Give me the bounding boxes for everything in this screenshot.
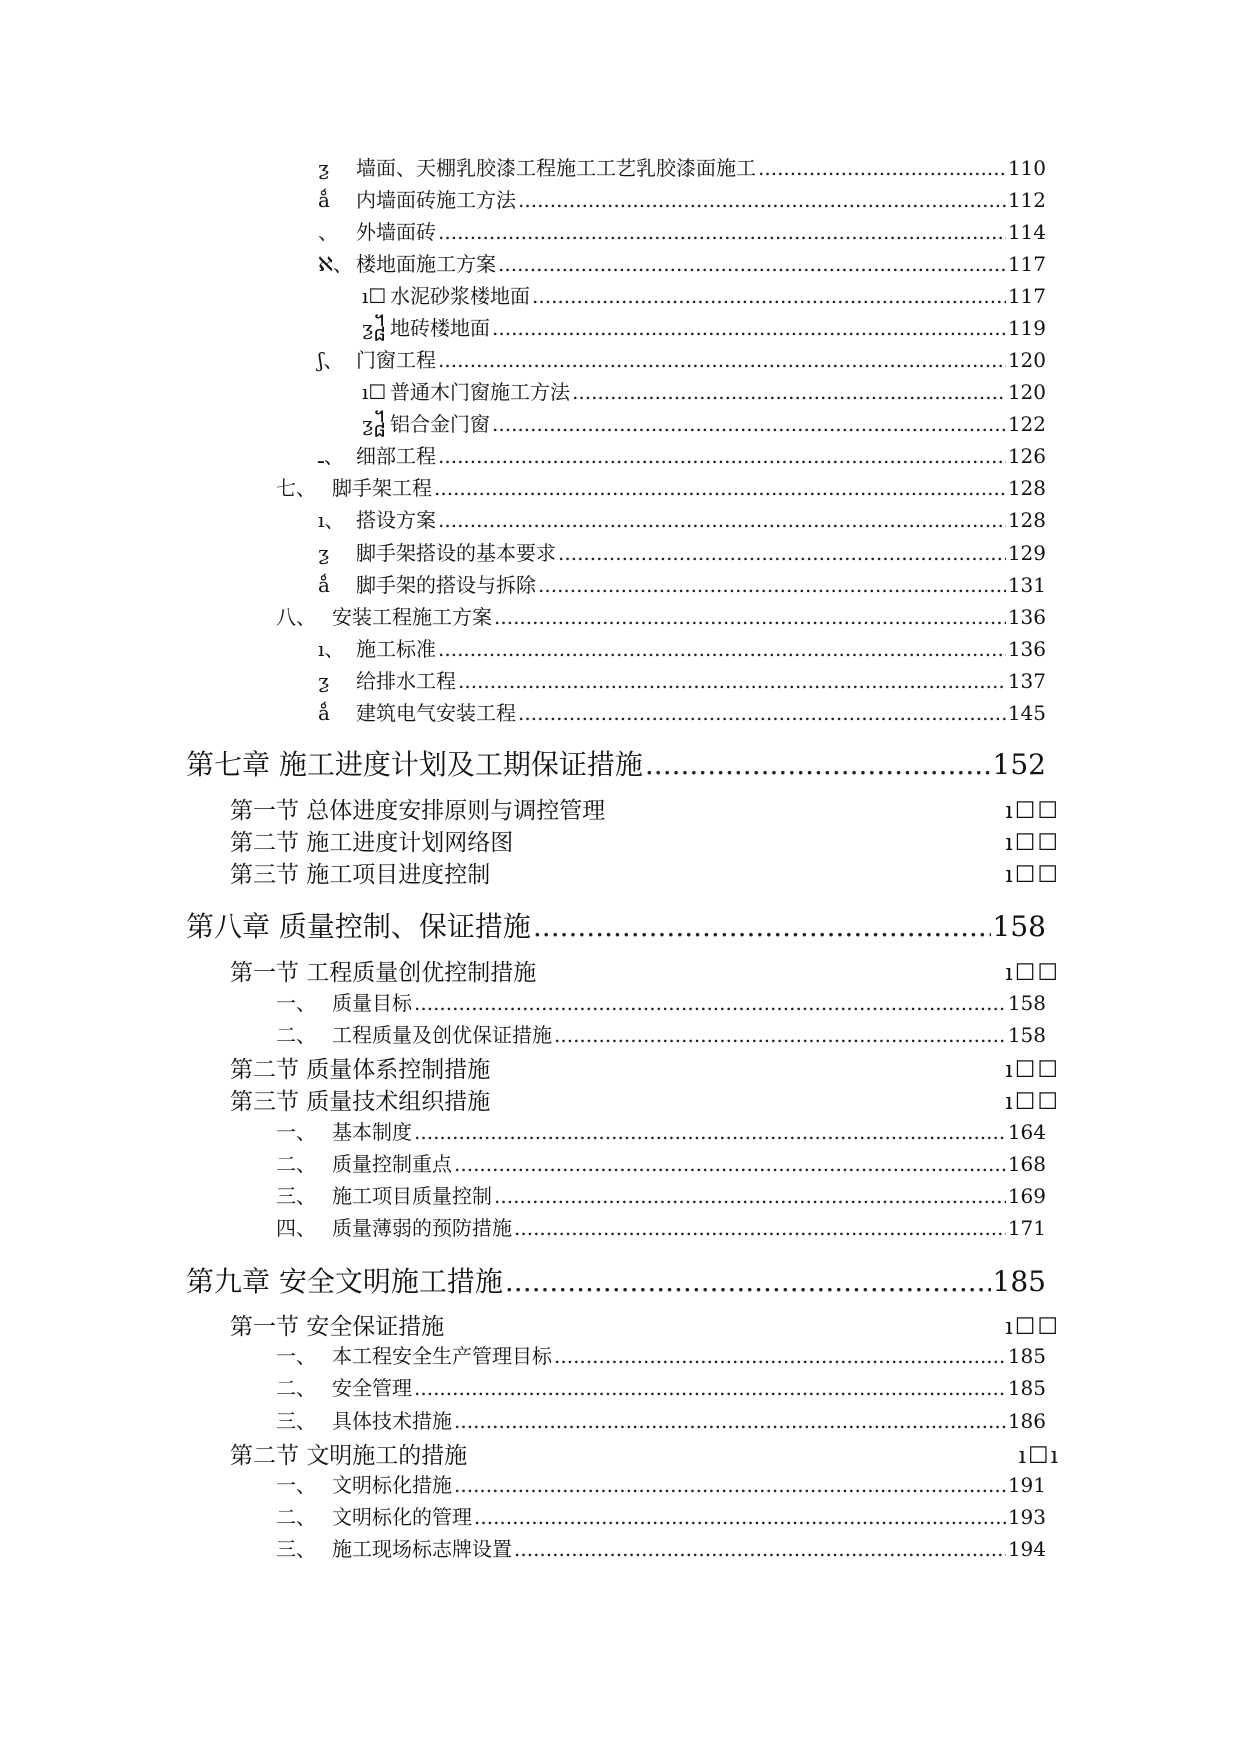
toc-page-number: 171 <box>1007 1216 1046 1240</box>
dot-leader <box>434 476 1006 500</box>
dot-leader <box>438 508 1006 532</box>
toc-entry-title: 普通木门窗施工方法 <box>390 380 570 404</box>
toc-entry-sect[interactable] <box>276 987 1046 1016</box>
toc-page-number: ı☐☐ <box>1005 830 1060 856</box>
toc-entry-number: 一、 <box>276 1120 316 1144</box>
toc-entry-number: ƺ <box>318 669 330 693</box>
toc-entry-sect[interactable] <box>276 1372 1046 1401</box>
toc-entry-item[interactable] <box>318 569 1046 598</box>
dot-leader <box>514 1537 1006 1561</box>
toc-entry-title: 工程质量及创优保证措施 <box>332 1023 552 1047</box>
toc-entry-sub[interactable] <box>362 312 1046 341</box>
toc-entry-number: ǻ <box>318 701 330 725</box>
toc-entry-chap[interactable] <box>186 1260 1046 1300</box>
toc-entry-title: 具体技术措施 <box>332 1409 452 1433</box>
toc-entry-number: 三、 <box>276 1537 316 1561</box>
toc-page-number: 158 <box>1007 1023 1046 1047</box>
dot-leader <box>645 748 991 781</box>
toc-entry-title: 本工程安全生产管理目标 <box>332 1344 552 1368</box>
toc-entry-number: ـ、 <box>318 444 344 468</box>
toc-entry-number: 一、 <box>276 991 316 1015</box>
toc-entry-sect[interactable] <box>276 1405 1046 1434</box>
toc-entry-title: 外墙面砖 <box>356 220 436 244</box>
toc-page-number: ı☐☐ <box>1005 960 1060 986</box>
toc-entry-title: 第二节 文明施工的措施 <box>230 1443 468 1469</box>
toc-entry-title: 质量控制重点 <box>332 1152 452 1176</box>
toc-entry-sec[interactable] <box>230 792 1060 825</box>
toc-entry-number: ı☐ <box>362 380 387 404</box>
toc-entry-title: 脚手架搭设的基本要求 <box>356 541 556 565</box>
toc-entry-sect[interactable] <box>276 472 1046 501</box>
toc-page-number: 110 <box>1007 156 1046 180</box>
toc-entry-item[interactable] <box>318 504 1046 533</box>
toc-page-number: 112 <box>1007 188 1046 212</box>
toc-page-number: 117 <box>1007 284 1046 308</box>
toc-entry-number: 四、 <box>276 1216 316 1240</box>
toc-entry-item[interactable] <box>318 152 1046 181</box>
toc-page-number: 185 <box>1007 1376 1046 1400</box>
dot-leader <box>758 156 1006 180</box>
toc-entry-number: 一、 <box>276 1473 316 1497</box>
toc-entry-title: 水泥砂浆楼地面 <box>390 284 530 308</box>
toc-entry-title: 第三节 质量技术组织措施 <box>230 1089 491 1115</box>
toc-entry-title: 基本制度 <box>332 1120 412 1144</box>
toc-entry-number: 二、 <box>276 1505 316 1529</box>
dot-leader <box>492 412 1006 436</box>
dot-leader <box>538 573 1006 597</box>
dot-leader <box>454 1409 1006 1433</box>
toc-entry-title: 文明标化措施 <box>332 1473 452 1497</box>
dot-leader <box>474 1505 1006 1529</box>
toc-page-number: 129 <box>1007 541 1046 565</box>
toc-entry-sect[interactable] <box>276 1340 1046 1369</box>
toc-entry-sect[interactable] <box>276 1180 1046 1209</box>
toc-entry-title: 搭设方案 <box>356 508 436 532</box>
dot-leader <box>494 605 1006 629</box>
toc-entry-number: ʃ、 <box>318 348 344 372</box>
toc-page-number: 128 <box>1007 476 1046 500</box>
toc-entry-sec[interactable] <box>230 1083 1060 1116</box>
toc-entry-title: 质量目标 <box>332 991 412 1015</box>
toc-entry-sec[interactable] <box>230 824 1060 857</box>
toc-page-number: 117 <box>1007 252 1046 276</box>
toc-page-number: 136 <box>1007 605 1046 629</box>
toc-page-number: 137 <box>1007 669 1046 693</box>
toc-entry-sec[interactable] <box>230 1437 1060 1470</box>
toc-page-number: 185 <box>992 1265 1046 1298</box>
toc-entry-title: 给排水工程 <box>356 669 456 693</box>
toc-entry-item[interactable] <box>318 665 1046 694</box>
toc-page-number: 128 <box>1007 508 1046 532</box>
toc-page-number: ı☐☐ <box>1005 1314 1060 1340</box>
toc-entry-sub[interactable] <box>362 408 1046 437</box>
toc-entry-title: 安全管理 <box>332 1376 412 1400</box>
dot-leader <box>492 316 1006 340</box>
toc-page-number: 131 <box>1007 573 1046 597</box>
toc-entry-title: 楼地面施工方案 <box>356 252 496 276</box>
toc-page-number: 120 <box>1007 380 1046 404</box>
toc-entry-title: 细部工程 <box>356 444 436 468</box>
toc-page-number: ı☐ı <box>1018 1443 1060 1469</box>
toc-entry-title: 建筑电气安装工程 <box>356 701 516 725</box>
toc-page-number: ı☐☐ <box>1005 798 1060 824</box>
toc-page-number: 169 <box>1007 1184 1046 1208</box>
toc-page-number: 119 <box>1007 316 1046 340</box>
toc-entry-sub[interactable] <box>362 376 1046 405</box>
dot-leader <box>494 1184 1006 1208</box>
toc-page-number: 158 <box>992 910 1046 943</box>
dot-leader <box>438 348 1006 372</box>
dot-leader <box>414 1120 1006 1144</box>
toc-entry-title: 质量薄弱的预防措施 <box>332 1216 512 1240</box>
toc-entry-title: 第一节 工程质量创优控制措施 <box>230 960 537 986</box>
toc-entry-title: 文明标化的管理 <box>332 1505 472 1529</box>
toc-entry-number: 二、 <box>276 1376 316 1400</box>
toc-entry-sect[interactable] <box>276 1148 1046 1177</box>
dot-leader <box>554 1023 1006 1047</box>
toc-entry-sect[interactable] <box>276 1019 1046 1048</box>
toc-entry-title: 墙面、天棚乳胶漆工程施工工艺乳胶漆面施工 <box>356 156 756 180</box>
toc-entry-item[interactable] <box>318 184 1046 213</box>
dot-leader <box>454 1152 1006 1176</box>
toc-entry-title: 第一节 总体进度安排原则与调控管理 <box>230 798 606 824</box>
toc-entry-number: ı、 <box>318 637 345 661</box>
toc-page-number: ı☐☐ <box>1005 1057 1060 1083</box>
toc-entry-title: 第八章 质量控制、保证措施 <box>186 910 531 943</box>
toc-entry-number: 、 <box>318 220 338 244</box>
toc-page-number: 158 <box>1007 991 1046 1015</box>
toc-entry-sub[interactable] <box>362 280 1046 309</box>
dot-leader <box>414 991 1006 1015</box>
toc-page-number: ı☐☐ <box>1005 1089 1060 1115</box>
toc-page-number: 194 <box>1007 1537 1046 1561</box>
dot-leader <box>498 252 1006 276</box>
toc-entry-number: ǻ <box>318 573 330 597</box>
toc-entry-sec[interactable] <box>230 1308 1060 1341</box>
toc-entry-chap[interactable] <box>186 743 1046 783</box>
toc-entry-number: ƺ᧸ <box>362 316 386 340</box>
toc-entry-number: 二、 <box>276 1023 316 1047</box>
toc-entry-title: 施工现场标志牌设置 <box>332 1537 512 1561</box>
toc-page-number: ı☐☐ <box>1005 862 1060 888</box>
toc-entry-number: 八、 <box>276 605 316 629</box>
toc-entry-title: 脚手架的搭设与拆除 <box>356 573 536 597</box>
toc-entry-number: ı☐ <box>362 284 387 308</box>
toc-page-number: 152 <box>992 748 1046 781</box>
toc-entry-item[interactable] <box>318 216 1046 245</box>
toc-entry-title: 第二节 质量体系控制措施 <box>230 1057 491 1083</box>
toc-entry-item[interactable] <box>318 633 1046 662</box>
toc-page-number: 185 <box>1007 1344 1046 1368</box>
toc-page-number: 145 <box>1007 701 1046 725</box>
toc-page-number: 164 <box>1007 1120 1046 1144</box>
dot-leader <box>533 910 991 943</box>
toc-entry-title: 安装工程施工方案 <box>332 605 492 629</box>
dot-leader <box>458 669 1006 693</box>
toc-page-number: 122 <box>1007 412 1046 436</box>
toc-entry-title: 施工项目质量控制 <box>332 1184 492 1208</box>
toc-page-number: 126 <box>1007 444 1046 468</box>
dot-leader <box>514 1216 1006 1240</box>
dot-leader <box>505 1265 991 1298</box>
dot-leader <box>558 541 1006 565</box>
toc-entry-title: 第二节 施工进度计划网络图 <box>230 830 514 856</box>
toc-entry-title: 脚手架工程 <box>332 476 432 500</box>
toc-entry-title: 第一节 安全保证措施 <box>230 1314 445 1340</box>
toc-entry-number: ı、 <box>318 508 345 532</box>
toc-entry-item[interactable] <box>318 440 1046 469</box>
dot-leader <box>518 701 1006 725</box>
dot-leader <box>454 1473 1006 1497</box>
toc-entry-title: 门窗工程 <box>356 348 436 372</box>
toc-entry-number: 七、 <box>276 476 316 500</box>
toc-entry-sect[interactable] <box>276 1469 1046 1498</box>
toc-entry-item[interactable] <box>318 248 1046 277</box>
toc-entry-item[interactable] <box>318 537 1046 566</box>
toc-entry-item[interactable] <box>318 344 1046 373</box>
toc-entry-sect[interactable] <box>276 1212 1046 1241</box>
toc-entry-number: ƺ <box>318 156 330 180</box>
toc-entry-number: 三、 <box>276 1184 316 1208</box>
toc-entry-number: ǻ <box>318 188 330 212</box>
toc-entry-number: ℵ、 <box>318 252 353 276</box>
toc-entry-title: 内墙面砖施工方法 <box>356 188 516 212</box>
dot-leader <box>572 380 1006 404</box>
toc-page-number: 168 <box>1007 1152 1046 1176</box>
toc-entry-number: 一、 <box>276 1344 316 1368</box>
toc-page-number: 191 <box>1007 1473 1046 1497</box>
dot-leader <box>518 188 1006 212</box>
toc-entry-sect[interactable] <box>276 601 1046 630</box>
toc-page-number: 136 <box>1007 637 1046 661</box>
toc-page-number: 114 <box>1007 220 1046 244</box>
toc-page-number: 193 <box>1007 1505 1046 1529</box>
dot-leader <box>438 220 1006 244</box>
dot-leader <box>438 637 1006 661</box>
toc-entry-number: 二、 <box>276 1152 316 1176</box>
dot-leader <box>414 1376 1006 1400</box>
dot-leader <box>438 444 1006 468</box>
toc-entry-sect[interactable] <box>276 1116 1046 1145</box>
toc-entry-number: 三、 <box>276 1409 316 1433</box>
toc-entry-sect[interactable] <box>276 1533 1046 1562</box>
toc-entry-sect[interactable] <box>276 1501 1046 1530</box>
toc-entry-number: ƺ <box>318 541 330 565</box>
toc-entry-title: 施工标准 <box>356 637 436 661</box>
toc-entry-number: ƺ᧸ <box>362 412 386 436</box>
dot-leader <box>554 1344 1006 1368</box>
toc-entry-title: 地砖楼地面 <box>390 316 490 340</box>
toc-entry-sec[interactable] <box>230 1051 1060 1084</box>
toc-entry-item[interactable] <box>318 697 1046 726</box>
toc-entry-title: 第三节 施工项目进度控制 <box>230 862 491 888</box>
toc-entry-title: 铝合金门窗 <box>390 412 490 436</box>
toc-entry-title: 第九章 安全文明施工措施 <box>186 1265 503 1298</box>
toc-entry-title: 第七章 施工进度计划及工期保证措施 <box>186 748 643 781</box>
toc-entry-sec[interactable] <box>230 856 1060 889</box>
dot-leader <box>532 284 1006 308</box>
toc-entry-chap[interactable] <box>186 905 1046 945</box>
toc-page-number: 186 <box>1007 1409 1046 1433</box>
toc-page-number: 120 <box>1007 348 1046 372</box>
toc-entry-sec[interactable] <box>230 954 1060 987</box>
